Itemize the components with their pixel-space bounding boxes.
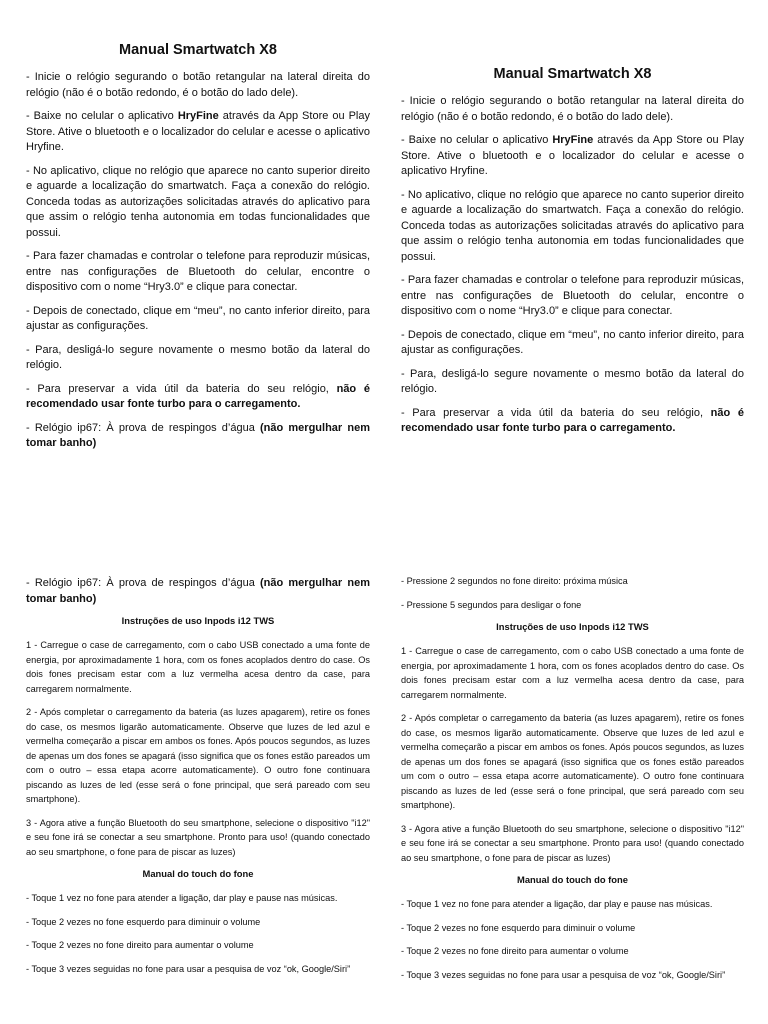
touch-step-4: - Toque 3 vezes seguidas no fone para usar a pesquisa de voz “ok, Google/Siri” (26, 963, 351, 974)
earbuds-step-3: 3 - Agora ative a função Bluetooth do seu smartphone, selecione o dispositivo "i12" e seu fone irá se conectar a seu smartphone. Pronto para uso! (quando conectado ao seu smartphone, o fone para de piscar as luzes) (401, 823, 744, 863)
step-power-on: - Inicie o relógio segurando o botão retangular na lateral direita do relógio (não é o botão redondo, é o botão do lado dele). (26, 71, 370, 99)
touch-step-2: - Toque 2 vezes no fone esquerdo para diminuir o volume (401, 922, 636, 933)
step-water-resistance: - Relógio ip67: À prova de respingos d’água (não mergulhar nem tomar banho) (26, 577, 370, 605)
touch-title: Manual do touch do fone (517, 874, 628, 885)
touch-step-3: - Toque 2 vezes no fone direito para aumentar o volume (26, 940, 254, 950)
earbuds-step-1: 1 - Carregue o case de carregamento, com o cabo USB conectado a uma fonte de energia, por aproximadamente 1 hora, com os fones acoplados dentro do case. Os dois fones precisam estar com a luz vermelha acesa dentro da case, para carregarem normalmente. (401, 646, 744, 700)
step-water-resistance: - Relógio ip67: À prova de respingos d’água (não mergulhar nem tomar banho) (26, 421, 370, 449)
press-5s-power-off: - Pressione 5 segundos para desligar o fone (401, 599, 582, 610)
touch-step-2: - Toque 2 vezes no fone esquerdo para diminuir o volume (26, 916, 261, 927)
step-settings: - Depois de conectado, clique em “meu”, no canto inferior direito, para ajustar as configurações. (26, 304, 370, 332)
touch-step-3: - Toque 2 vezes no fone direito para aumentar o volume (401, 946, 629, 956)
step-power-on: - Inicie o relógio segurando o botão retangular na lateral direita do relógio (não é o botão redondo, é o botão do lado dele). (401, 95, 744, 123)
step-download-app: - Baixe no celular o aplicativo HryFine através da App Store ou Play Store. Ative o bluetooth e o localizador do celular e acesse o aplicativo Hryfine. (401, 134, 744, 177)
manual-title: Manual Smartwatch X8 (493, 66, 652, 82)
step-power-off: - Para, desligá-lo segure novamente o mesmo botão da lateral do relógio. (401, 367, 744, 395)
step-download-app: - Baixe no celular o aplicativo HryFine através da App Store ou Play Store. Ative o bluetooth e o localizador do celular e acesse o aplicativo Hryfine. (26, 110, 370, 153)
step-connect-app: - No aplicativo, clique no relógio que aparece no canto superior direito e aguarde a localização do smartwatch. Faça a conexão do relógio. Conceda todas as autorizações solicitadas através do aplicativo para que assim o relógio tenha autonomia em todas funcionalidades que possui. (401, 188, 744, 263)
earbuds-step-2: 2 - Após completar o carregamento da bateria (as luzes apagarem), retire os fones do case, os mesmos ligarão automaticamente. Observe que luzes de led azul e vermelha começarão a piscar em ambos os fones. Após poucos segundos, as luzes de apenas um dos fones se apagará (isso significa que os fones estão pareados um com o outro – essa etapa acorre automaticamente). O outro fone continuara piscando as luzes de led (esse será o fone principal, que será pareado com seu smartphone). (401, 713, 744, 810)
step-bluetooth-calls: - Para fazer chamadas e controlar o telefone para reproduzir músicas, entre nas configurações de Bluetooth do celular, encontre o dispositivo com o nome “Hry3.0” e clique para conectar. (401, 274, 744, 317)
step-battery: - Para preservar a vida útil da bateria do seu relógio, não é recomendado usar fonte turbo para o carregamento. (26, 382, 370, 410)
earbuds-step-3: 3 - Agora ative a função Bluetooth do seu smartphone, selecione o dispositivo "i12" e seu fone irá se conectar a seu smartphone. Pronto para uso! (quando conectado ao seu smartphone, o fone para de piscar as luzes) (26, 817, 370, 857)
earbuds-title: Instruções de uso Inpods i12 TWS (496, 621, 649, 632)
smartwatch-manual-left (26, 42, 370, 460)
earbuds-title: Instruções de uso Inpods i12 TWS (121, 615, 275, 626)
press-2s-next-track: - Pressione 2 segundos no fone direito: próxima música (401, 576, 628, 586)
smartwatch-manual-right (401, 66, 744, 445)
earbuds-manual-right (401, 574, 744, 991)
earbuds-step-2: 2 - Após completar o carregamento da bateria (as luzes apagarem), retire os fones do case, os mesmos ligarão automaticamente. Observe que luzes de led azul e vermelha começarão a piscar em ambos os fones. Após poucos segundos, as luzes de apenas um dos fones se apagará (isso significa que os fones estão pareados um com o outro – essa etapa acorre automaticamente). O outro fone continuara piscando as luzes de led (esse será o fone principal, que será pareado com seu smartphone). (26, 707, 370, 804)
step-bluetooth-calls: - Para fazer chamadas e controlar o telefone para reproduzir músicas, entre nas configurações de Bluetooth do celular, encontre o dispositivo com o nome “Hry3.0” e clique para conectar. (26, 250, 370, 293)
touch-step-1: - Toque 1 vez no fone para atender a ligação, dar play e pause nas músicas. (401, 899, 713, 909)
step-power-off: - Para, desligá-lo segure novamente o mesmo botão da lateral do relógio. (26, 343, 370, 371)
manual-title: Manual Smartwatch X8 (119, 42, 277, 58)
touch-step-4: - Toque 3 vezes seguidas no fone para usar a pesquisa de voz “ok, Google/Siri” (401, 969, 726, 980)
step-settings: - Depois de conectado, clique em “meu”, no canto inferior direito, para ajustar as configurações. (401, 328, 744, 356)
earbuds-step-1: 1 - Carregue o case de carregamento, com o cabo USB conectado a uma fonte de energia, por aproximadamente 1 hora, com os fones acoplados dentro do case. Os dois fones precisam estar com a luz vermelha acesa dentro da case, para carregarem normalmente. (26, 640, 370, 694)
step-connect-app: - No aplicativo, clique no relógio que aparece no canto superior direito e aguarde a localização do smartwatch. Faça a conexão do relógio. Conceda todas as autorizações solicitadas através do aplicativo para que assim o relógio tenha autonomia em todas funcionalidades que possui. (26, 164, 370, 239)
touch-step-1: - Toque 1 vez no fone para atender a ligação, dar play e pause nas músicas. (26, 893, 338, 903)
step-battery: - Para preservar a vida útil da bateria do seu relógio, não é recomendado usar fonte turbo para o carregamento. (401, 406, 744, 434)
earbuds-manual-left (26, 576, 370, 985)
touch-title: Manual do touch do fone (142, 868, 254, 879)
